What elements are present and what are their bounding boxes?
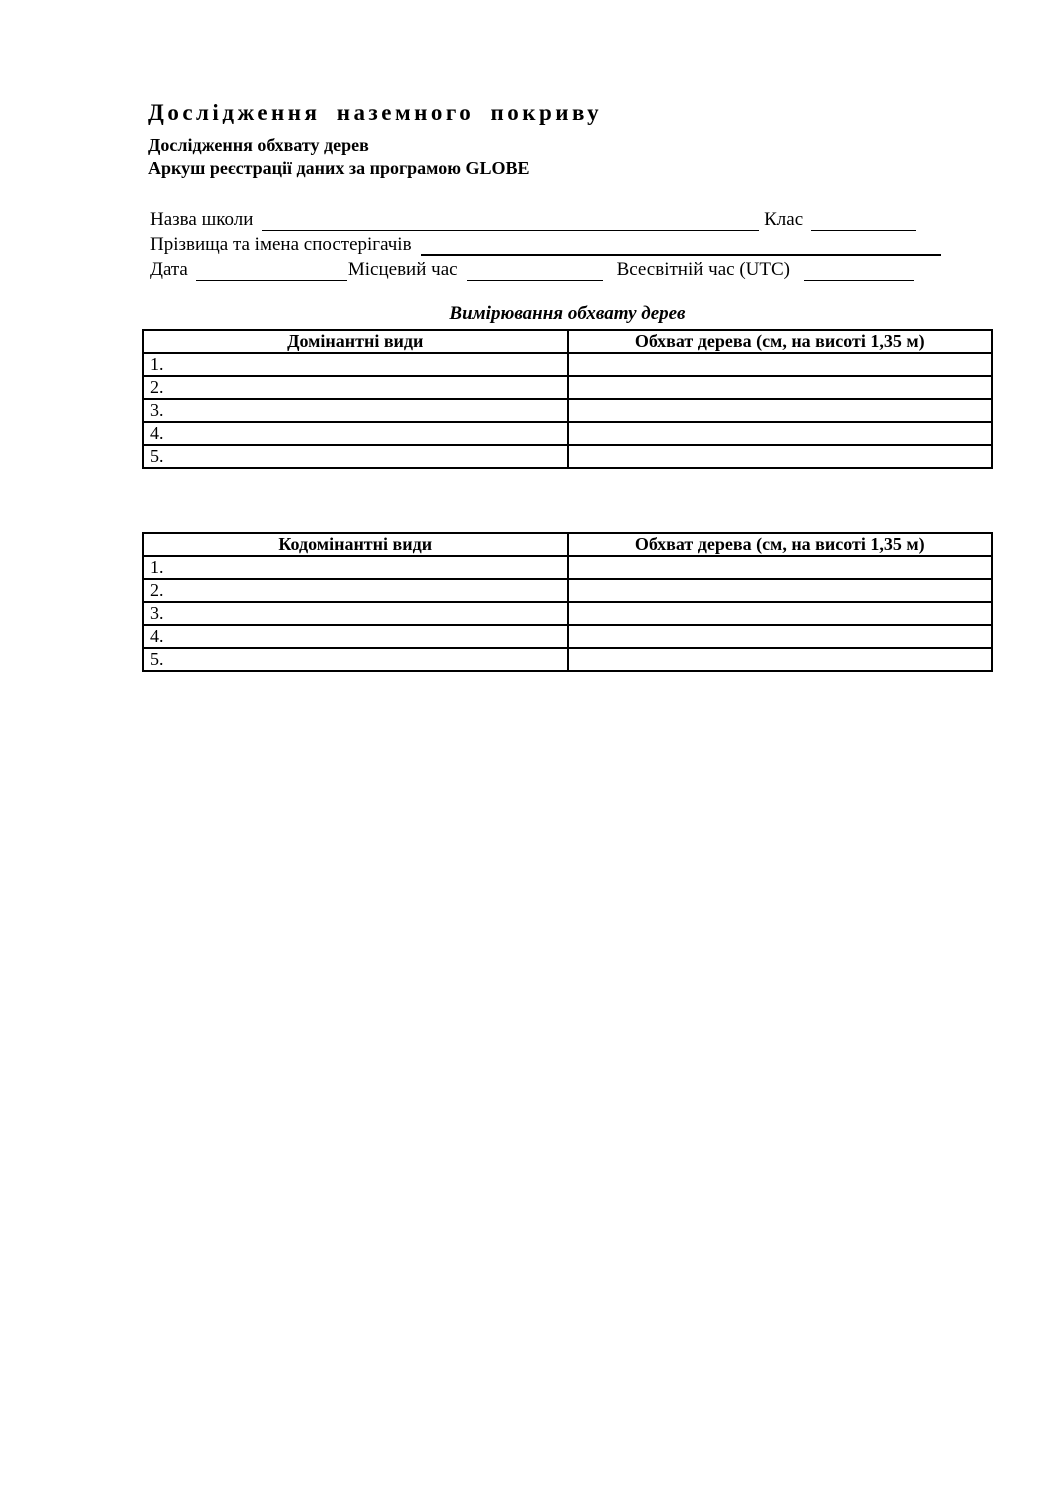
date-time-line — [150, 259, 914, 281]
table-row — [143, 556, 992, 579]
row-number: 3. — [143, 602, 568, 625]
subtitle-data-sheet: Аркуш реєстрації даних за програмою GLOBE — [148, 158, 530, 178]
class-blank — [811, 211, 916, 231]
observers-label: Прізвища та імена спостерігачів — [150, 234, 412, 255]
table-header-row — [143, 533, 992, 556]
circumference-cell — [568, 602, 993, 625]
circumference-cell — [568, 376, 993, 399]
class-label: Клас — [764, 209, 804, 230]
row-number: 5. — [143, 648, 568, 671]
table-row — [143, 625, 992, 648]
table-row — [143, 445, 992, 468]
dominant-species-table — [142, 329, 993, 469]
row-number: 3. — [143, 399, 568, 422]
table-row — [143, 602, 992, 625]
local-time-label: Місцевий час — [347, 259, 458, 280]
observers-blank — [421, 236, 941, 256]
utc-time-blank — [804, 261, 914, 281]
row-number: 2. — [143, 579, 568, 602]
circumference-header: Обхват дерева (см, на висоті 1,35 м) — [568, 533, 993, 556]
row-number: 1. — [143, 556, 568, 579]
circumference-header: Обхват дерева (см, на висоті 1,35 м) — [568, 330, 993, 353]
circumference-cell — [568, 625, 993, 648]
section-caption: Вимірювання обхвату дерев — [449, 303, 686, 324]
school-name-label: Назва школи — [150, 209, 254, 230]
table-row — [143, 399, 992, 422]
date-label: Дата — [150, 259, 188, 280]
codominant-species-header: Кодомінантні види — [143, 533, 568, 556]
table-header-row — [143, 330, 992, 353]
table-row — [143, 376, 992, 399]
dominant-species-header: Домінантні види — [143, 330, 568, 353]
table-row — [143, 648, 992, 671]
circumference-cell — [568, 422, 993, 445]
school-name-blank — [262, 211, 759, 231]
school-class-line — [150, 209, 916, 231]
row-number: 4. — [143, 625, 568, 648]
table-row — [143, 422, 992, 445]
subtitle-study: Дослідження обхвату дерев — [148, 135, 369, 155]
row-number: 4. — [143, 422, 568, 445]
observers-line — [150, 234, 941, 256]
circumference-cell — [568, 556, 993, 579]
table-row — [143, 353, 992, 376]
circumference-cell — [568, 399, 993, 422]
row-number: 5. — [143, 445, 568, 468]
table-row — [143, 579, 992, 602]
row-number: 1. — [143, 353, 568, 376]
local-time-blank — [467, 261, 603, 281]
circumference-cell — [568, 353, 993, 376]
row-number: 2. — [143, 376, 568, 399]
date-blank — [196, 261, 347, 281]
circumference-cell — [568, 648, 993, 671]
circumference-cell — [568, 579, 993, 602]
utc-time-label: Всесвітній час (UTC) — [616, 259, 790, 280]
page-title: Дослідження наземного покриву — [148, 100, 603, 125]
codominant-species-table — [142, 532, 993, 672]
circumference-cell — [568, 445, 993, 468]
